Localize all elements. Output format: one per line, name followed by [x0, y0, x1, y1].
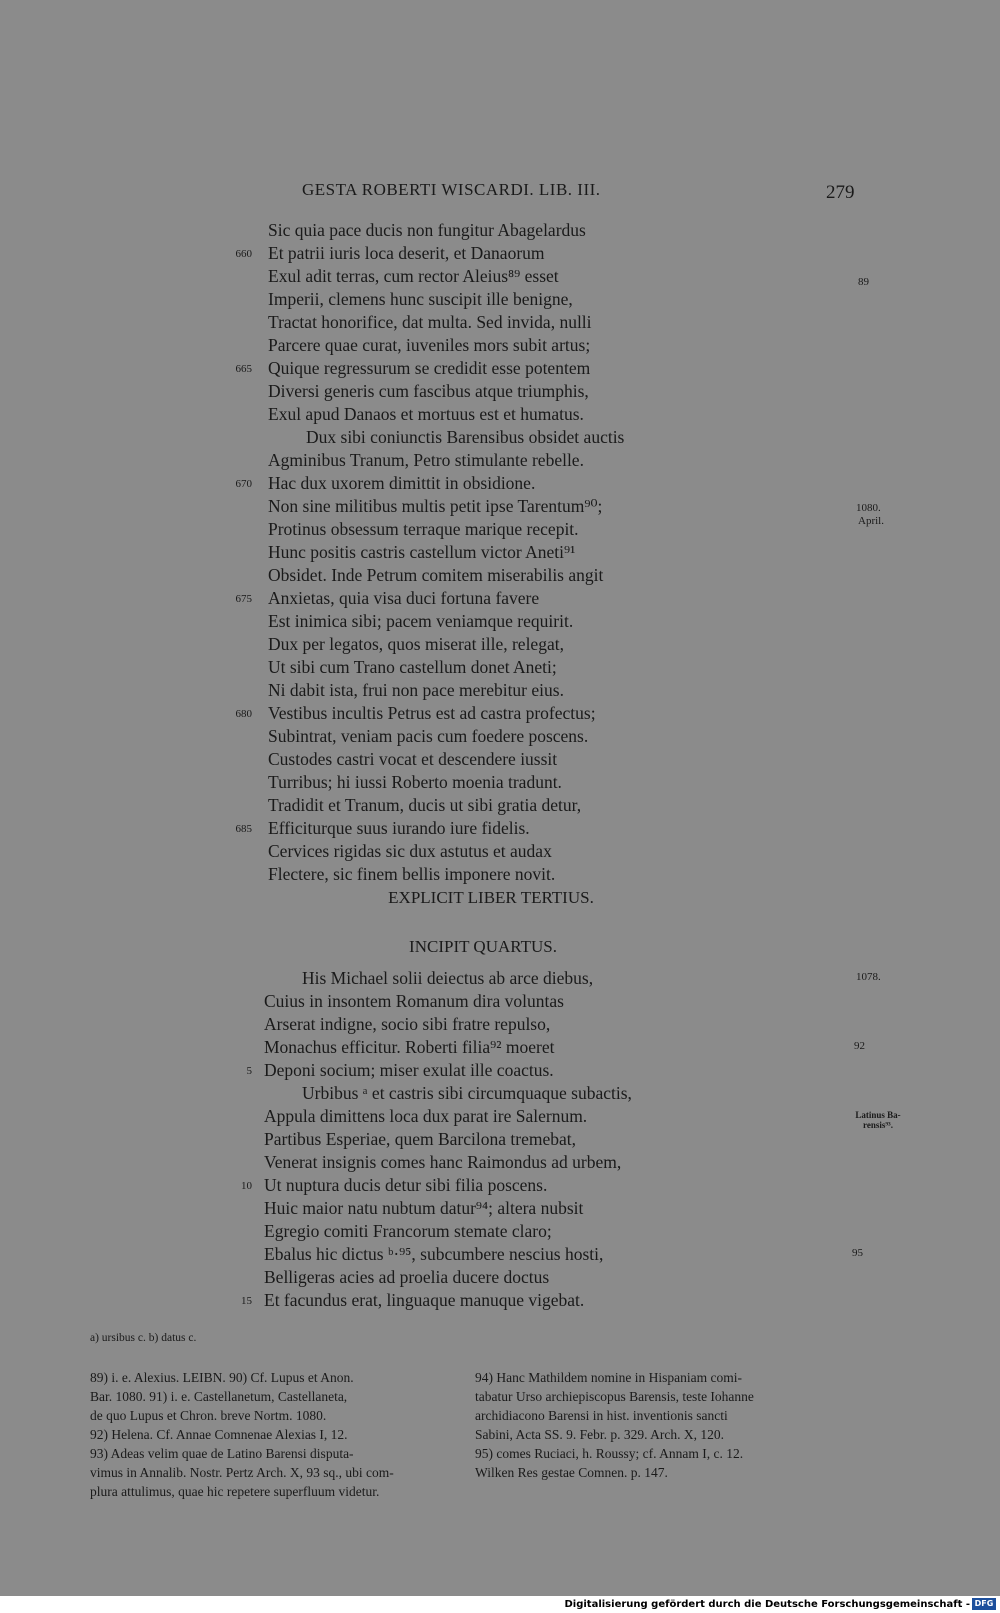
verse-line: Flectere, sic finem bellis imponere novit. [268, 864, 556, 884]
margin-note-92: 92 [854, 1040, 865, 1052]
verse-line: Turribus; hi iussi Roberto moenia tradunt. [268, 772, 562, 792]
line-number: 665 [235, 363, 252, 375]
verse-line: Urbibus ᵃ et castris sibi circumquaque subactis, [302, 1083, 632, 1103]
line-number: 10 [241, 1180, 252, 1192]
footnote-line: 93) Adeas velim quae de Latino Barensi disputa- [90, 1446, 354, 1461]
footnotes-right [475, 1368, 855, 1482]
dfg-logo-icon: DFG [972, 1598, 996, 1610]
line-number: 670 [235, 478, 252, 490]
footnote-line: 89) i. e. Alexius. LEIBN. 90) Cf. Lupus et Anon. [90, 1370, 354, 1385]
verse-line: Tractat honorifice, dat multa. Sed invida, nulli [268, 312, 592, 332]
margin-note-95: 95 [852, 1247, 863, 1259]
margin-note-latinus-line1: Latinus Ba- [855, 1110, 901, 1120]
verse-line: Hac dux uxorem dimittit in obsidione. [268, 473, 536, 493]
verse-line: Et facundus erat, linguaque manuque vigebat. [264, 1290, 585, 1310]
line-number: 5 [246, 1065, 252, 1077]
line-number: 680 [235, 708, 252, 720]
verse-line: Arserat indigne, socio sibi fratre repulso, [264, 1014, 551, 1034]
verse-line: Et patrii iuris loca deserit, et Danaorum [268, 243, 545, 263]
verse-line: Non sine militibus multis petit ipse Tarentum⁹⁰; [268, 496, 603, 516]
verse-line: Protinus obsessum terraque marique recepit. [268, 519, 579, 539]
verse-line: Quique regressurum se credidit esse potentem [268, 358, 591, 378]
verse-line: Ebalus hic dictus ᵇ·⁹⁵, subcumbere nescius hosti, [264, 1244, 604, 1264]
footnote-line: de quo Lupus et Chron. breve Nortm. 1080. [90, 1408, 327, 1423]
funding-credit: Digitalisierung gefördert durch die Deutsche Forschungsgemeinschaft - [564, 1599, 970, 1610]
verse-line: Diversi generis cum fascibus atque triumphis, [268, 381, 589, 401]
verse-line: Custodes castri vocat et descendere iussit [268, 749, 558, 769]
margin-note-89: 89 [858, 276, 869, 288]
footnote-line: tabatur Urso archiepiscopus Barensis, teste Iohanne [475, 1389, 754, 1404]
credit-bar [0, 1596, 1000, 1613]
verse-line: Dux sibi coniunctis Barensibus obsidet auctis [306, 427, 625, 447]
verse-line: Cuius in insontem Romanum dira voluntas [264, 991, 564, 1011]
verse-line: Monachus efficitur. Roberti filia⁹² moeret [264, 1037, 555, 1057]
running-header: GESTA ROBERTI WISCARDI. LIB. III. [302, 180, 601, 199]
footnotes-left [90, 1368, 460, 1501]
verse-line: Parcere quae curat, iuveniles mors subit artus; [268, 335, 591, 355]
verse-line: Ut nuptura ducis detur sibi filia poscens. [264, 1175, 548, 1195]
footnote-line: vimus in Annalib. Nostr. Pertz Arch. X, 93 sq., ubi com- [90, 1465, 394, 1480]
margin-note-latinus-line2: rensis⁹³. [863, 1120, 893, 1130]
verse-line: Est inimica sibi; pacem veniamque requirit. [268, 611, 574, 631]
line-number: 685 [235, 823, 252, 835]
margin-date-1078: 1078. [856, 971, 881, 983]
verse-line: Sic quia pace ducis non fungitur Abagelardus [268, 220, 586, 240]
footnote-line: 95) comes Ruciaci, h. Roussy; cf. Annam I, c. 12. [475, 1446, 744, 1461]
page-number: 279 [826, 182, 855, 203]
margin-date-1080: 1080. [856, 502, 881, 514]
apparatus-criticus: a) ursibus c. b) datus c. [90, 1332, 197, 1344]
footnote-line: Bar. 1080. 91) i. e. Castellanetum, Castellaneta, [90, 1389, 348, 1404]
verse-line: Partibus Esperiae, quem Barcilona tremebat, [264, 1129, 576, 1149]
incipit-heading: INCIPIT QUARTUS. [409, 937, 557, 956]
line-number: 15 [241, 1295, 252, 1307]
footnote-line: Wilken Res gestae Comnen. p. 147. [475, 1465, 668, 1480]
verse-line: Obsidet. Inde Petrum comitem miserabilis angit [268, 565, 604, 585]
footnote-line: plura attulimus, quae hic repetere superfluum videtur. [90, 1484, 380, 1499]
verse-line: His Michael solii deiectus ab arce diebus, [302, 968, 594, 988]
footnote-line: 92) Helena. Cf. Annae Comnenae Alexias I, 12. [90, 1427, 348, 1442]
verse-line: Exul adit terras, cum rector Aleius⁸⁹ esset [268, 266, 559, 286]
line-number: 660 [235, 248, 252, 260]
footnote-line: archidiacono Barensi in hist. inventionis sancti [475, 1408, 728, 1423]
explicit-heading: EXPLICIT LIBER TERTIUS. [388, 888, 594, 907]
verse-line: Exul apud Danaos et mortuus est et humatus. [268, 404, 584, 424]
verse-line: Huic maior natu nubtum datur⁹⁴; altera nubsit [264, 1198, 584, 1218]
verse-line: Appula dimittens loca dux parat ire Salernum. [264, 1106, 588, 1126]
verse-line: Imperii, clemens hunc suscipit ille benigne, [268, 289, 573, 309]
margin-note-latinus [848, 1110, 908, 1130]
verse-line: Tradidit et Tranum, ducis ut sibi gratia detur, [268, 795, 582, 815]
footnote-line: Sabini, Acta SS. 9. Febr. p. 329. Arch. X, 120. [475, 1427, 724, 1442]
verse-line: Hunc positis castris castellum victor Aneti⁹¹ [268, 542, 576, 562]
verse-line: Efficiturque suus iurando iure fidelis. [268, 818, 530, 838]
verse-line: Ni dabit ista, frui non pace merebitur eius. [268, 680, 564, 700]
verse-line: Deponi socium; miser exulat ille coactus. [264, 1060, 554, 1080]
verse-line: Cervices rigidas sic dux astutus et audax [268, 841, 552, 861]
footnote-line: 94) Hanc Mathildem nomine in Hispaniam comi- [475, 1370, 742, 1385]
verse-line: Belligeras acies ad proelia ducere doctus [264, 1267, 550, 1287]
verse-line: Ut sibi cum Trano castellum donet Aneti; [268, 657, 557, 677]
verse-line: Dux per legatos, quos miserat ille, relegat, [268, 634, 564, 654]
verse-line: Vestibus incultis Petrus est ad castra profectus; [268, 703, 596, 723]
verse-line: Agminibus Tranum, Petro stimulante rebelle. [268, 450, 584, 470]
verse-line: Egregio comiti Francorum stemate claro; [264, 1221, 552, 1241]
line-number: 675 [235, 593, 252, 605]
margin-date-april: April. [858, 515, 884, 527]
verse-line: Subintrat, veniam pacis cum foedere poscens. [268, 726, 589, 746]
verse-line: Anxietas, quia visa duci fortuna favere [268, 588, 540, 608]
verse-line: Venerat insignis comes hanc Raimondus ad urbem, [264, 1152, 622, 1172]
